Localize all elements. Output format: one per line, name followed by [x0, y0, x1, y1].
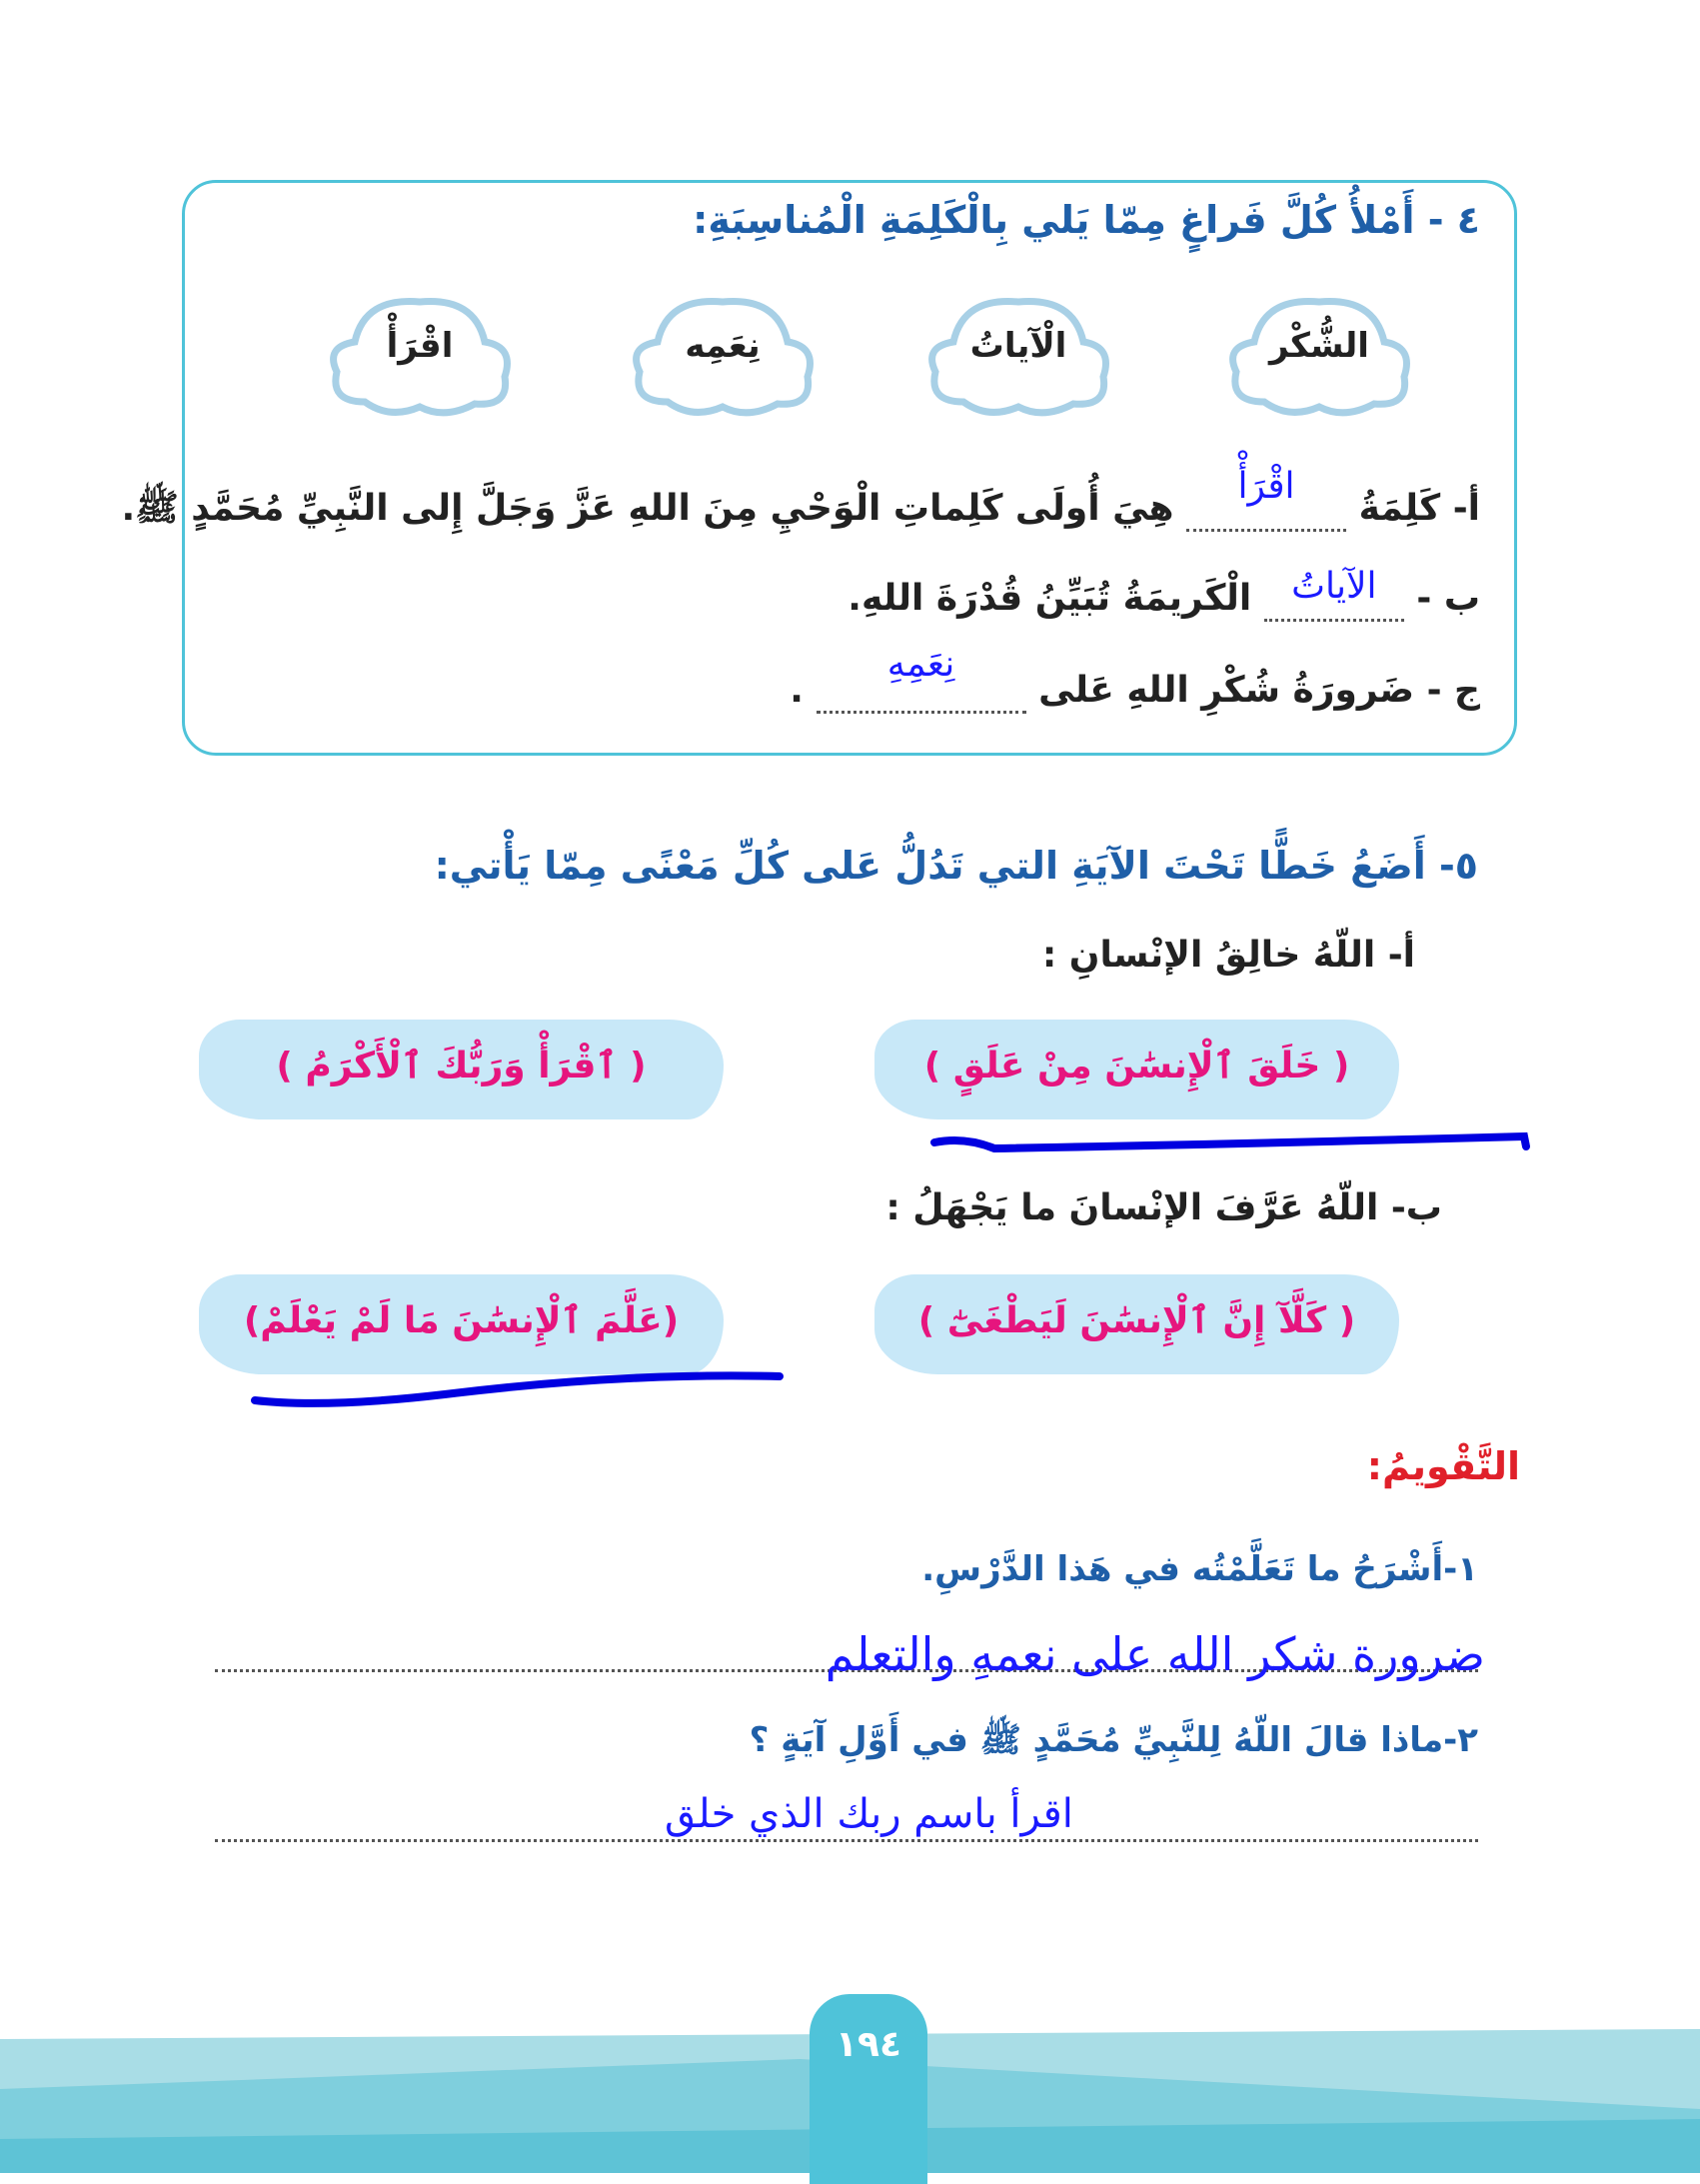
exercise-4-title: ٤ - أَمْلأُ كُلَّ فَراغٍ مِمّا يَلي بِالْكَلِمَةِ الْمُناسِبَةِ: — [693, 198, 1480, 242]
answer-a: اقْرَأْ — [1237, 466, 1295, 507]
answer-c: نِعَمِهِ — [886, 644, 955, 685]
blank-a[interactable] — [1186, 466, 1346, 532]
underline-mark-b — [245, 1364, 795, 1414]
word-bank-cloud — [923, 292, 1113, 418]
verse-text: ( كَلَّآ إِنَّ ٱلْإِنسَٰنَ لَيَطْغَىٰٓ ) — [917, 1300, 1356, 1341]
question-2: ٢-ماذا قالَ اللّهُ لِلنَّبِيِّ مُحَمَّدٍ ﷺ في أَوَّلِ آيَةٍ ؟ — [749, 1720, 1478, 1760]
answer-2: اقرأ باسم ربك الذي خلق — [665, 1791, 1073, 1837]
item-suffix: . — [790, 670, 804, 711]
exercise-5-title: ٥- أَضَعُ خَطًّا تَحْتَ الآيَةِ التي تَدُلُّ عَلى كُلِّ مَعْنًى مِمّا يَأْتي: — [434, 844, 1478, 888]
verse-text: ( خَلَقَ ٱلْإِنسَٰنَ مِنْ عَلَقٍ ) — [923, 1046, 1350, 1087]
page-number-badge — [810, 1994, 927, 2184]
verse-text: ( ٱقْرَأْ وَرَبُّكَ ٱلْأَكْرَمُ ) — [276, 1046, 647, 1087]
fill-item-c — [790, 644, 1480, 714]
item-prefix: ج - ضَرورَةُ شُكْرِ اللهِ عَلى — [1038, 670, 1480, 711]
question-1: ١-أَشْرَحُ ما تَعَلَّمْتُه في هَذا الدَّرْسِ. — [921, 1549, 1478, 1589]
blank-b[interactable] — [1264, 566, 1404, 622]
meaning-a: أ- اللّهُ خالِقُ الإنْسانِ : — [1041, 935, 1415, 976]
verse-option-a-left[interactable] — [199, 1020, 724, 1119]
underline-mark-a — [924, 1124, 1534, 1164]
page-number: ١٩٤ — [836, 2024, 901, 2065]
word-bank-item: الشُّكْر — [1269, 326, 1369, 366]
verse-option-a-right[interactable] — [874, 1020, 1399, 1119]
verse-text: (عَلَّمَ ٱلْإِنسَٰنَ مَا لَمْ يَعْلَمْ) — [243, 1300, 680, 1341]
word-bank-cloud — [1224, 292, 1414, 418]
blank-c[interactable] — [817, 644, 1026, 714]
verse-option-b-right[interactable] — [874, 1274, 1399, 1374]
item-suffix: هِيَ أُولَى كَلِماتِ الْوَحْيِ مِنَ اللهِ عَزَّ وَجَلَّ إِلى النَّبِيِّ مُحَمَّدٍ ﷺ. — [121, 488, 1174, 529]
item-prefix: ب - — [1416, 578, 1480, 619]
word-bank-item: اقْرَأْ — [386, 326, 454, 366]
verse-option-b-left[interactable] — [199, 1274, 724, 1374]
word-bank-item: الْآياتُ — [969, 326, 1067, 366]
word-bank-cloud — [325, 292, 515, 418]
evaluation-title: التَّقْويمُ: — [1366, 1444, 1520, 1488]
item-suffix: الْكَريمَةُ تُبَيِّنُ قُدْرَةَ اللهِ. — [848, 578, 1252, 619]
item-prefix: أ- كَلِمَةُ — [1358, 488, 1480, 529]
answer-b: الآياتُ — [1291, 566, 1377, 607]
meaning-b: ب- اللّهُ عَرَّفَ الإنْسانَ ما يَجْهَلُ : — [885, 1187, 1442, 1228]
word-bank-item: نِعَمِه — [685, 326, 761, 366]
answer-line-2[interactable] — [215, 1839, 1478, 1842]
fill-item-a — [121, 466, 1480, 538]
fill-item-b — [848, 566, 1480, 622]
answer-1: ضرورة شكر الله على نعمهِ والتعلم — [825, 1627, 1485, 1681]
word-bank-cloud — [628, 292, 818, 418]
